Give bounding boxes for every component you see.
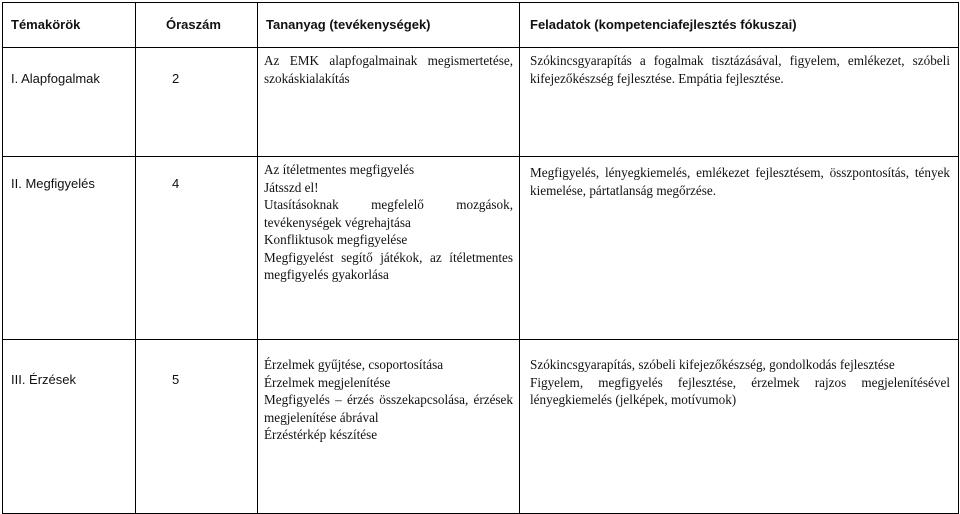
tasks-cell: [520, 48, 959, 157]
header-topics: Témakörök: [3, 3, 136, 48]
tasks-cell: [520, 157, 959, 340]
header-content: Tananyag (tevékenységek): [258, 3, 520, 48]
content-cell: [258, 340, 520, 514]
content-line: Érzelmek gyűjtése, csoportosítása: [264, 357, 444, 372]
content-line: Érzéstérkép készítése: [264, 427, 378, 442]
topic-cell: III. Érzések: [3, 340, 136, 514]
table-row: [3, 157, 959, 340]
header-hours: Óraszám: [136, 3, 258, 48]
tasks-line: Figyelem, megfigyelés fejlesztése, érzelmek rajzos megjelenítésével lényegkiemelés (jelképek, motívumok): [530, 374, 950, 407]
tasks-cell: [520, 340, 959, 514]
tasks-line: Megfigyelés, lényegkiemelés, emlékezet fejlesztésem, összpontosítás, tények kiemelése, pártatlanság megőrzése.: [530, 165, 950, 198]
topic-cell: I. Alapfogalmak: [3, 48, 136, 157]
tasks-line: Szókincsgyarapítás a fogalmak tisztázásával, figyelem, emlékezet, szóbeli kifejezőkészség fejlesztése. Empátia fejlesztése.: [530, 53, 950, 86]
content-line: Megfigyelés – érzés összekapcsolása, érzések megjelenítése ábrával: [264, 392, 513, 425]
header-row: [3, 3, 959, 48]
curriculum-table: [2, 2, 959, 514]
table-row: [3, 340, 959, 514]
topic-cell: II. Megfigyelés: [3, 157, 136, 340]
table-row: [3, 48, 959, 157]
content-line: Utasításoknak megfelelő mozgások, tevékenységek végrehajtása: [264, 197, 513, 230]
hours-cell: 4: [136, 157, 258, 340]
content-cell: [258, 48, 520, 157]
header-tasks: Feladatok (kompetenciafejlesztés fókuszai): [520, 3, 959, 48]
hours-cell: 2: [136, 48, 258, 157]
tasks-line: Szókincsgyarapítás, szóbeli kifejezőkészség, gondolkodás fejlesztése: [530, 357, 895, 372]
content-line: Az ítéletmentes megfigyelés: [264, 162, 415, 177]
hours-cell: 5: [136, 340, 258, 514]
content-line: Konfliktusok megfigyelése: [264, 232, 408, 247]
content-line: Megfigyelést segítő játékok, az ítéletmentes megfigyelés gyakorlása: [264, 249, 513, 282]
content-line: Játsszd el!: [264, 179, 319, 195]
content-line: Érzelmek megjelenítése: [264, 374, 391, 390]
content-cell: [258, 157, 520, 340]
content-line: Az EMK alapfogalmainak megismertetése, szokáskialakítás: [264, 53, 513, 86]
